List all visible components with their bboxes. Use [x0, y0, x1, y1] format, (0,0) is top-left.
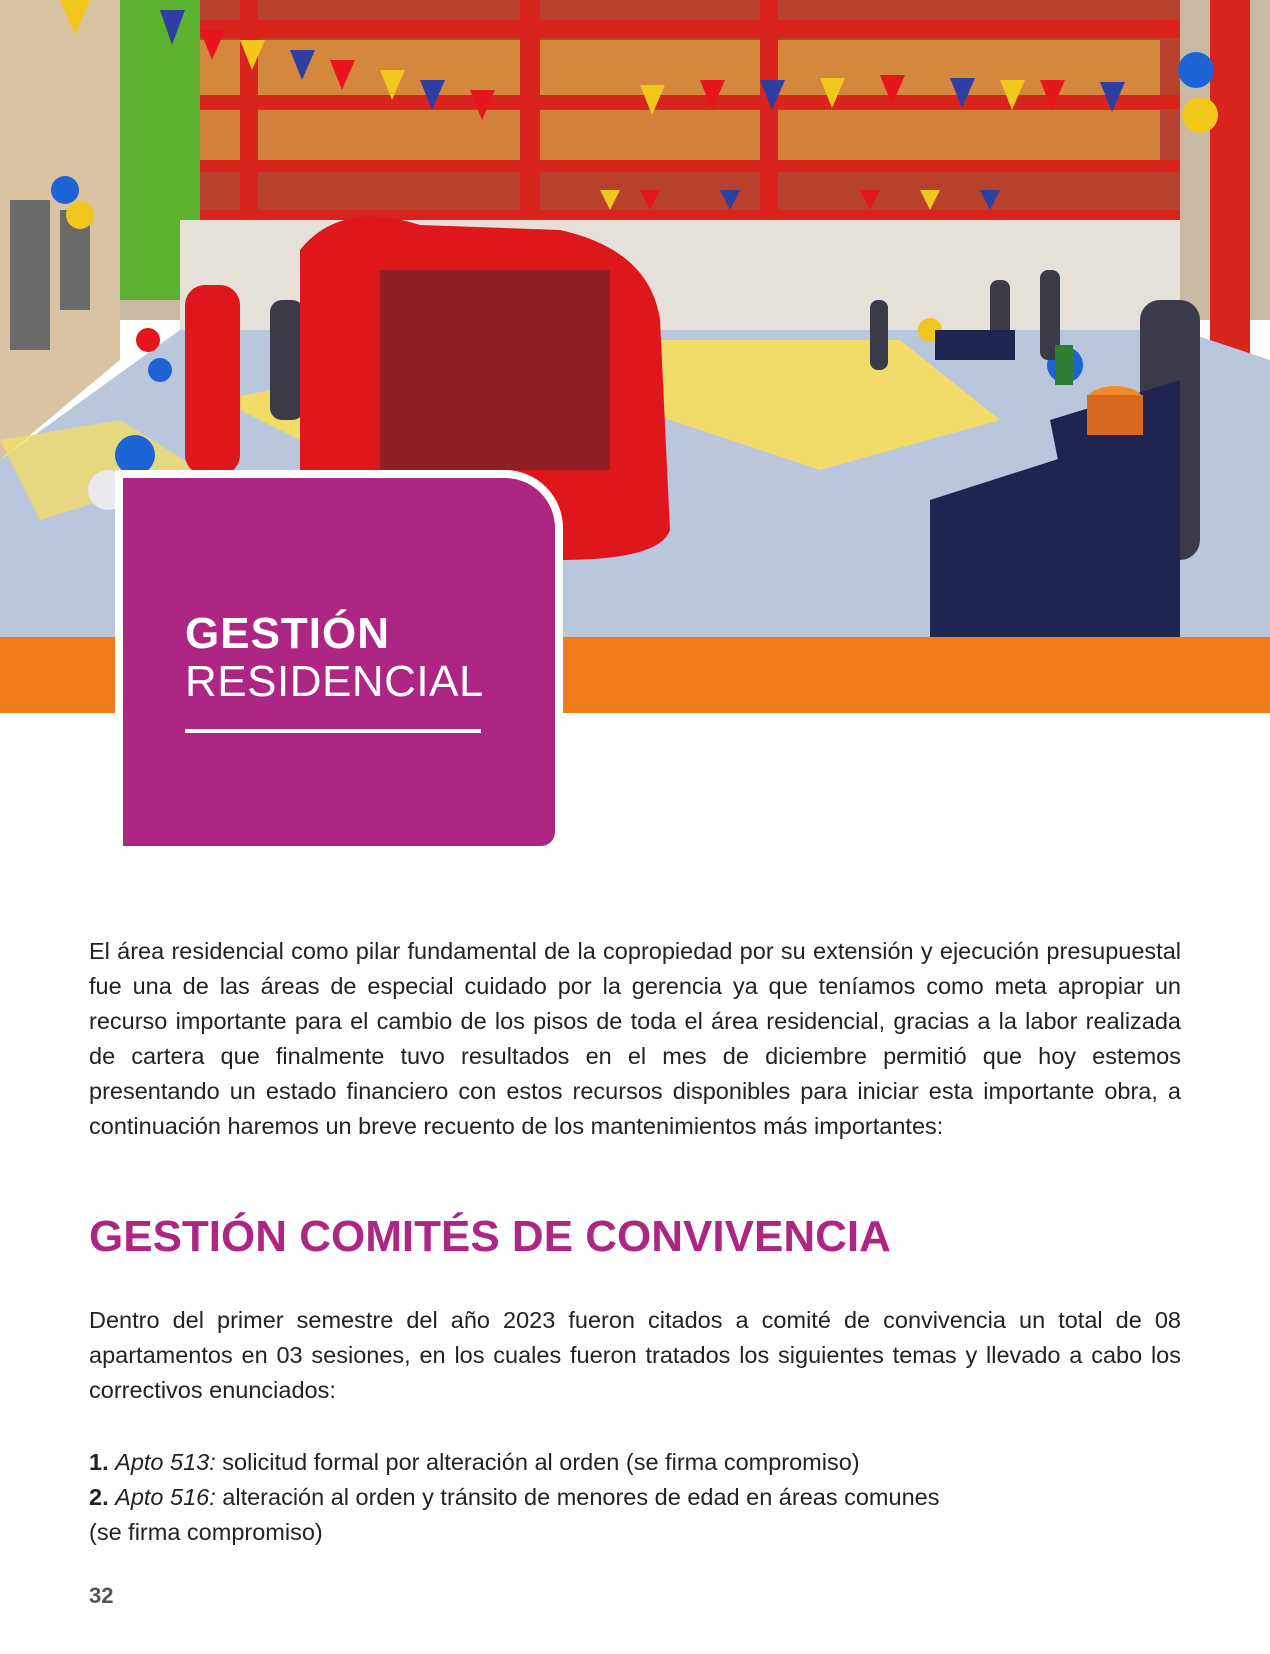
list-item-number: 1. — [89, 1449, 109, 1475]
section-heading-light: DE CONVIVENCIA — [499, 1212, 891, 1261]
list-item-text: solicitud formal por alteración al orden (se firma compromiso) — [215, 1449, 860, 1475]
section-heading-bold: GESTIÓN COMITÉS — [89, 1212, 500, 1261]
title-underline — [185, 729, 481, 733]
committee-list — [89, 1445, 1181, 1550]
section-paragraph: Dentro del primer semestre del año 2023 fueron citados a comité de convivencia un total de 08 apartamentos en 03 sesiones, en los cuales fueron tratados los siguientes temas y llevado a cabo los correctivos enunciados: — [89, 1307, 1181, 1403]
section-heading — [89, 1212, 891, 1261]
list-item-apartment: Apto 513: — [115, 1449, 216, 1475]
list-item-text: alteración al orden y tránsito de menores de edad en áreas comunes — [215, 1484, 940, 1510]
list-item — [89, 1480, 1181, 1515]
title-line-1: GESTIÓN — [185, 609, 391, 658]
list-item-continuation: (se firma compromiso) — [89, 1519, 323, 1545]
list-item-apartment: Apto 516: — [115, 1484, 216, 1510]
intro-paragraph: El área residencial como pilar fundamental de la copropiedad por su extensión y ejecución presupuestal fue una de las áreas de especial cuidado por la gerencia ya que teníamos como meta apropiar un recurso importante para el cambio de los pisos de toda el área residencial, gracias a la labor realizada de cartera que finalmente tuvo resultados en el mes de diciembre permitió que hoy estemos presentando un estado financiero con estos recursos disponibles para iniciar esta importante obra, a continuación haremos un breve recuento de los mantenimientos más importantes: — [89, 938, 1181, 1139]
list-item — [89, 1445, 1181, 1480]
section-title-card — [115, 470, 563, 854]
list-item-number: 2. — [89, 1484, 109, 1510]
page-number: 32 — [89, 1583, 114, 1608]
title-line-2: RESIDENCIAL — [185, 657, 484, 706]
